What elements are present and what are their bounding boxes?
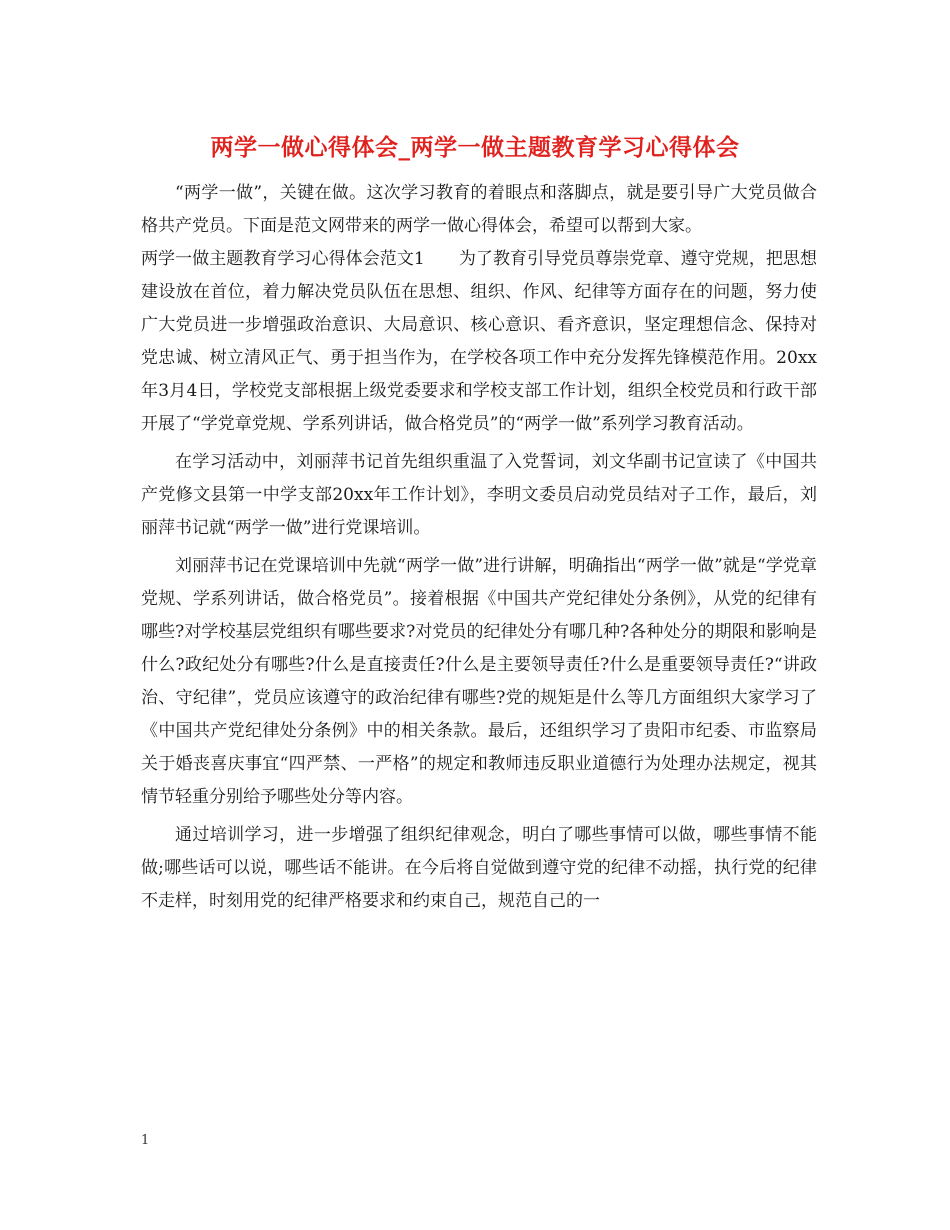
paragraph-activity: 在学习活动中，刘丽萍书记首先组织重温了入党誓词，刘文华副书记宣读了《中国共产党修文县第一中学支部20xx年工作计划》，李明文委员启动党员结对子工作，最后，刘丽萍书记就“两学一做”进行党课培训。 xyxy=(141,452,817,538)
page-number: 1 xyxy=(141,1133,150,1148)
paragraph-training: 刘丽萍书记在党课培训中先就“两学一做”进行讲解，明确指出“两学一做”就是“学党章党规、学系列讲话，做合格党员”。接着根据《中国共产党纪律处分条例》，从党的纪律有哪些?对学校基层党组织有哪些要求?对党员的纪律处分有哪几种?各种处分的期限和影响是什么?政纪处分有哪些?什么是直接责任?什么是主要领导责任?什么是重要领导责任?“讲政治、守纪律”，党员应该遵守的政治纪律有哪些?党的规矩是什么等几方面组织大家学习了《中国共产党纪律处分条例》中的相关条款。最后，还组织学习了贵阳市纪委、市监察局关于婚丧喜庆事宜“四严禁、一严格”的规定和教师违反职业道德行为处理办法规定，视其情节轻重分别给予哪些处分等内容。 xyxy=(141,556,817,807)
document-title: 两学一做心得体会_两学一做主题教育学习心得体会 xyxy=(210,134,740,161)
document-body xyxy=(141,177,817,918)
paragraph-reflection: 通过培训学习，进一步增强了组织纪律观念，明白了哪些事情可以做，哪些事情不能做;哪些话可以说，哪些话不能讲。在今后将自觉做到遵守党的纪律不动摇，执行党的纪律不走样，时刻用党的纪律严格要求和约束自己，规范自己的一 xyxy=(141,825,817,911)
paragraph-intro: “两学一做”，关键在做。这次学习教育的着眼点和落脚点，就是要引导广大党员做合格共产党员。下面是范文网带来的两学一做心得体会，希望可以帮到大家。 xyxy=(141,183,817,236)
paragraph-essay-1: 两学一做主题教育学习心得体会范文1 为了教育引导党员尊崇党章、遵守党规，把思想建设放在首位，着力解决党员队伍在思想、组织、作风、纪律等方面存在的问题，努力使广大党员进一步增强政治意识、大局意识、核心意识、看齐意识，坚定理想信念、保持对党忠诚、树立清风正气、勇于担当作为，在学校各项工作中充分发挥先锋模范作用。20xx年3月4日，学校党支部根据上级党委要求和学校支部工作计划，组织全校党员和行政干部开展了“学党章党规、学系列讲话，做合格党员”的“两学一做”系列学习教育活动。 xyxy=(141,249,817,434)
